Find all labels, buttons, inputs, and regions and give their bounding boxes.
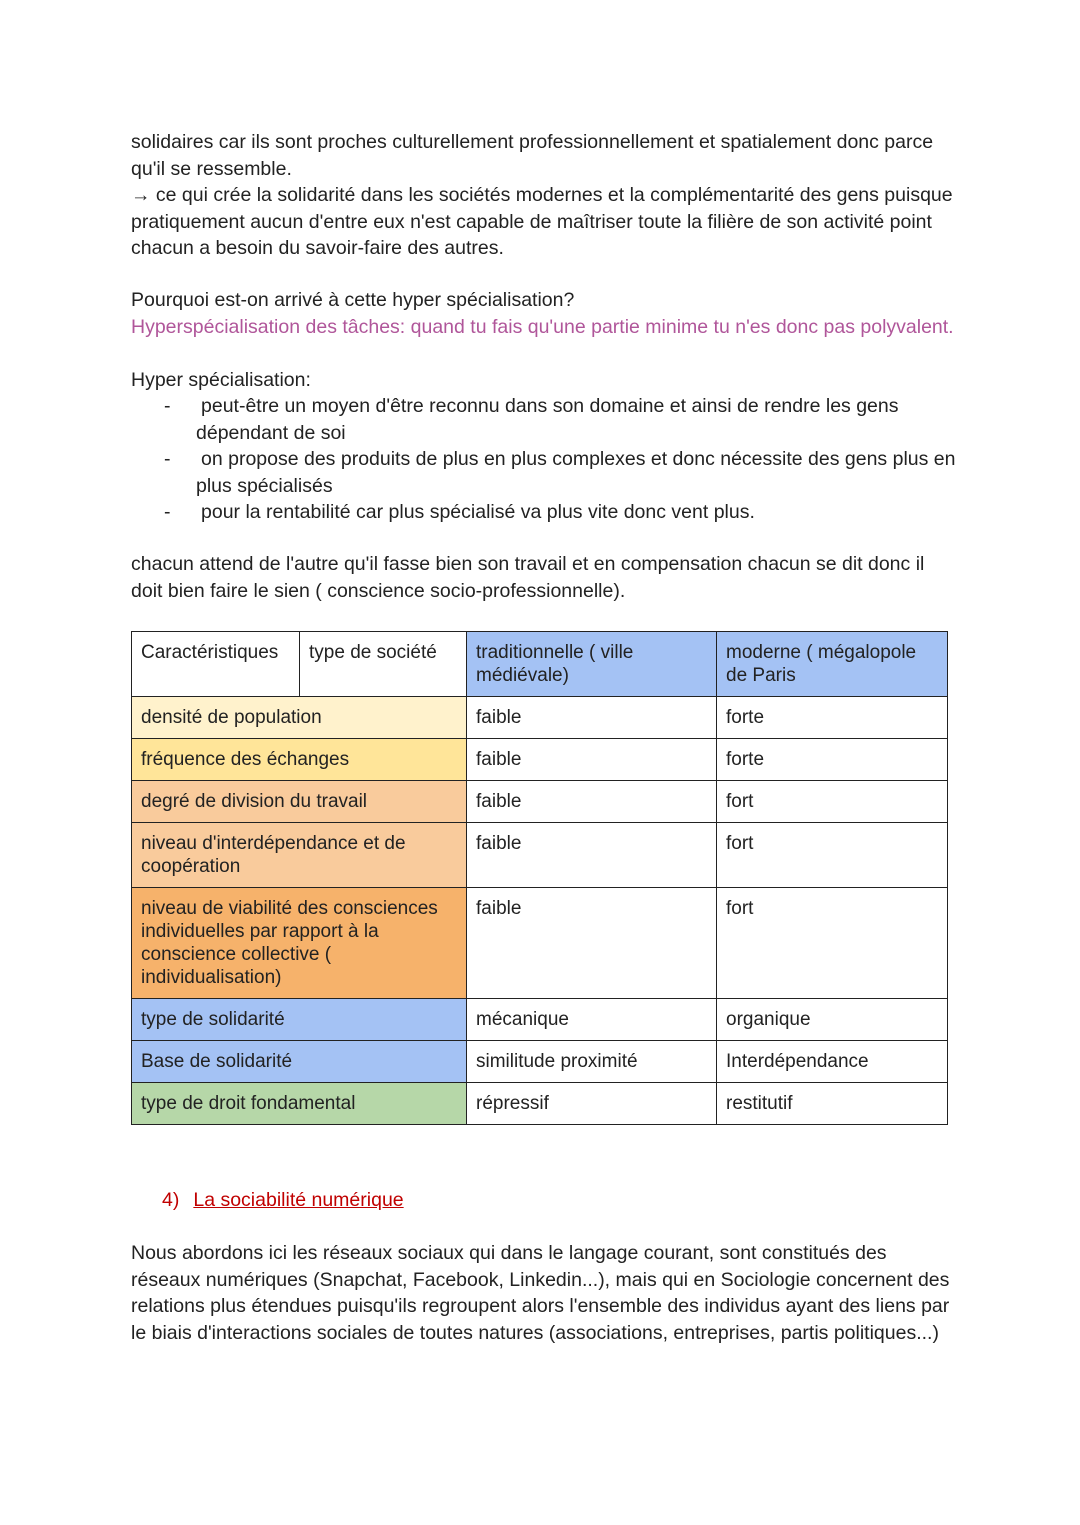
section-heading — [162, 1187, 404, 1213]
row-modern-value: fort — [717, 823, 948, 888]
bullet-text: peut-être un moyen d'être reconnu dans son domaine et ainsi de rendre les gens dépendant de soi — [196, 395, 899, 444]
row-traditional-value: mécanique — [467, 999, 717, 1041]
row-modern-value: fort — [717, 888, 948, 999]
bullet-text: pour la rentabilité car plus spécialisé va plus vite donc vent plus. — [201, 501, 755, 523]
row-label: densité de population — [132, 697, 467, 739]
table-row — [132, 1083, 948, 1125]
bullet-dash: - — [164, 395, 171, 417]
bullet-dash: - — [164, 501, 171, 523]
row-traditional-value: similitude proximité — [467, 1041, 717, 1083]
row-traditional-value: faible — [467, 781, 717, 823]
table-row — [132, 999, 948, 1041]
table-row — [132, 781, 948, 823]
row-label: degré de division du travail — [132, 781, 467, 823]
row-label: niveau d'interdépendance et de coopération — [132, 823, 467, 888]
bullet-text: on propose des produits de plus en plus complexes et donc nécessite des gens plus en plus spécialisés — [196, 448, 956, 497]
row-modern-value: forte — [717, 697, 948, 739]
row-traditional-value: faible — [467, 888, 717, 999]
specialisation-conclusion: chacun attend de l'autre qu'il fasse bien son travail et en compensation chacun se dit donc il doit bien faire le sien ( conscience socio-professionnelle). — [131, 553, 925, 602]
row-label: type de solidarité — [132, 999, 467, 1041]
row-modern-value: fort — [717, 781, 948, 823]
row-label: fréquence des échanges — [132, 739, 467, 781]
table-row — [132, 1041, 948, 1083]
specialisation-definition: Hyperspécialisation des tâches: quand tu fais qu'une partie minime tu n'es donc pas polyvalent. — [131, 316, 954, 338]
section-body-paragraph: Nous abordons ici les réseaux sociaux qui dans le langage courant, sont constitués des réseaux numériques (Snapchat, Facebook, Linkedin...), mais qui en Sociologie concernent des relations plus étendues puisqu'ils regroupent alors l'ensemble des individus ayant des liens par le biais d'interactions sociales de toutes natures (associations, entreprises, partis politiques...) — [131, 1242, 950, 1344]
table-row — [132, 697, 948, 739]
header-cell-modern: moderne ( mégalopole de Paris — [717, 632, 948, 697]
row-label: Base de solidarité — [132, 1041, 467, 1083]
row-modern-value: forte — [717, 739, 948, 781]
row-traditional-value: répressif — [467, 1083, 717, 1125]
row-modern-value: Interdépendance — [717, 1041, 948, 1083]
row-traditional-value: faible — [467, 823, 717, 888]
section-title: La sociabilité numérique — [193, 1189, 404, 1211]
table-row — [132, 739, 948, 781]
list-item — [131, 446, 961, 499]
list-item — [131, 499, 961, 526]
table-row — [132, 888, 948, 999]
specialisation-heading: Hyper spécialisation: — [131, 369, 311, 391]
row-label: niveau de viabilité des consciences individuelles par rapport à la conscience collective ( individualisation) — [132, 888, 467, 999]
intro-paragraph-2: → ce qui crée la solidarité dans les sociétés modernes et la complémentarité des gens puisque pratiquement aucun d'entre eux n'est capable de maîtriser toute la filière de son activité point chacun a besoin du savoir-faire des autres. — [131, 184, 953, 259]
row-traditional-value: faible — [467, 697, 717, 739]
table-row — [132, 823, 948, 888]
intro-paragraph-1: solidaires car ils sont proches culturellement professionnellement et spatialement donc parce qu'il se ressemble. — [131, 131, 934, 180]
header-cell-characteristics: Caractéristiques — [132, 632, 300, 697]
bullet-dash: - — [164, 448, 171, 470]
list-item — [131, 393, 961, 446]
specialisation-bullet-list — [131, 393, 961, 526]
table-header-row — [132, 632, 948, 697]
row-traditional-value: faible — [467, 739, 717, 781]
row-label: type de droit fondamental — [132, 1083, 467, 1125]
row-modern-value: organique — [717, 999, 948, 1041]
row-modern-value: restitutif — [717, 1083, 948, 1125]
society-comparison-table — [131, 631, 948, 1125]
specialisation-question: Pourquoi est-on arrivé à cette hyper spécialisation? — [131, 289, 575, 311]
header-cell-traditional: traditionnelle ( ville médiévale) — [467, 632, 717, 697]
section-number: 4) — [162, 1189, 180, 1211]
header-cell-society-type: type de société — [300, 632, 467, 697]
